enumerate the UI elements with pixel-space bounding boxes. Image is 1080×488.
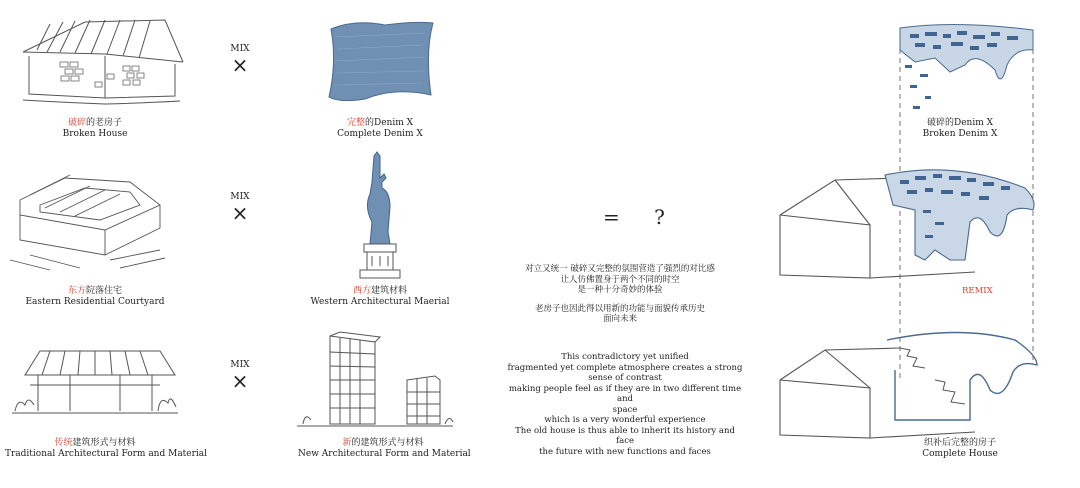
mix-operator-1: MIX × xyxy=(230,44,250,77)
description-zh: 对立又统一 破碎又完整的氛围营造了强烈的对比感 让人仿佛置身于两个不同的时空 是一种十分奇妙的体验 老房子也因此得以用新的功能与面貌传承历史 面向未来 xyxy=(525,264,715,324)
traditional-pavilion-sketch xyxy=(10,345,180,425)
caption-new: 新的建筑形式与材料 New Architectural Form and Material xyxy=(298,438,471,459)
caption-complete-denim: 完整的Denim X Complete Denim X xyxy=(337,118,423,139)
remix-house-diagram xyxy=(775,10,1075,430)
denim-swatch xyxy=(325,17,437,103)
caption-traditional: 传统建筑形式与材料 Traditional Architectural Form and Material xyxy=(5,438,208,459)
courtyard-sketch xyxy=(10,160,170,275)
mix-operator-3: MIX × xyxy=(230,360,250,393)
caption-broken-denim: 破碎的Denim X Broken Denim X xyxy=(922,118,998,139)
statue-of-liberty-sketch xyxy=(350,152,410,280)
caption-eastern: 东方院落住宅 Eastern Residential Courtyard xyxy=(25,286,165,307)
remix-label: REMIX xyxy=(962,286,993,296)
caption-broken-house: 破碎的老房子 Broken House xyxy=(62,118,128,139)
mix-operator-2: MIX × xyxy=(230,192,250,225)
caption-complete-house: 织补后完整的房子 Complete House xyxy=(922,438,998,459)
broken-house-sketch xyxy=(15,12,185,112)
caption-western: 西方建筑材料 Western Architectural Maerial xyxy=(310,286,450,307)
description-en: This contradictory yet unified fragmented yet complete atmosphere creates a strong sense of contrast making people feel as if they are in two different time and space which is a very wonderful experience The old house is thus able to inherit its history and face the future with new functions and faces xyxy=(507,352,743,457)
modern-buildings-sketch xyxy=(295,332,455,430)
equation: = ? xyxy=(603,205,679,229)
